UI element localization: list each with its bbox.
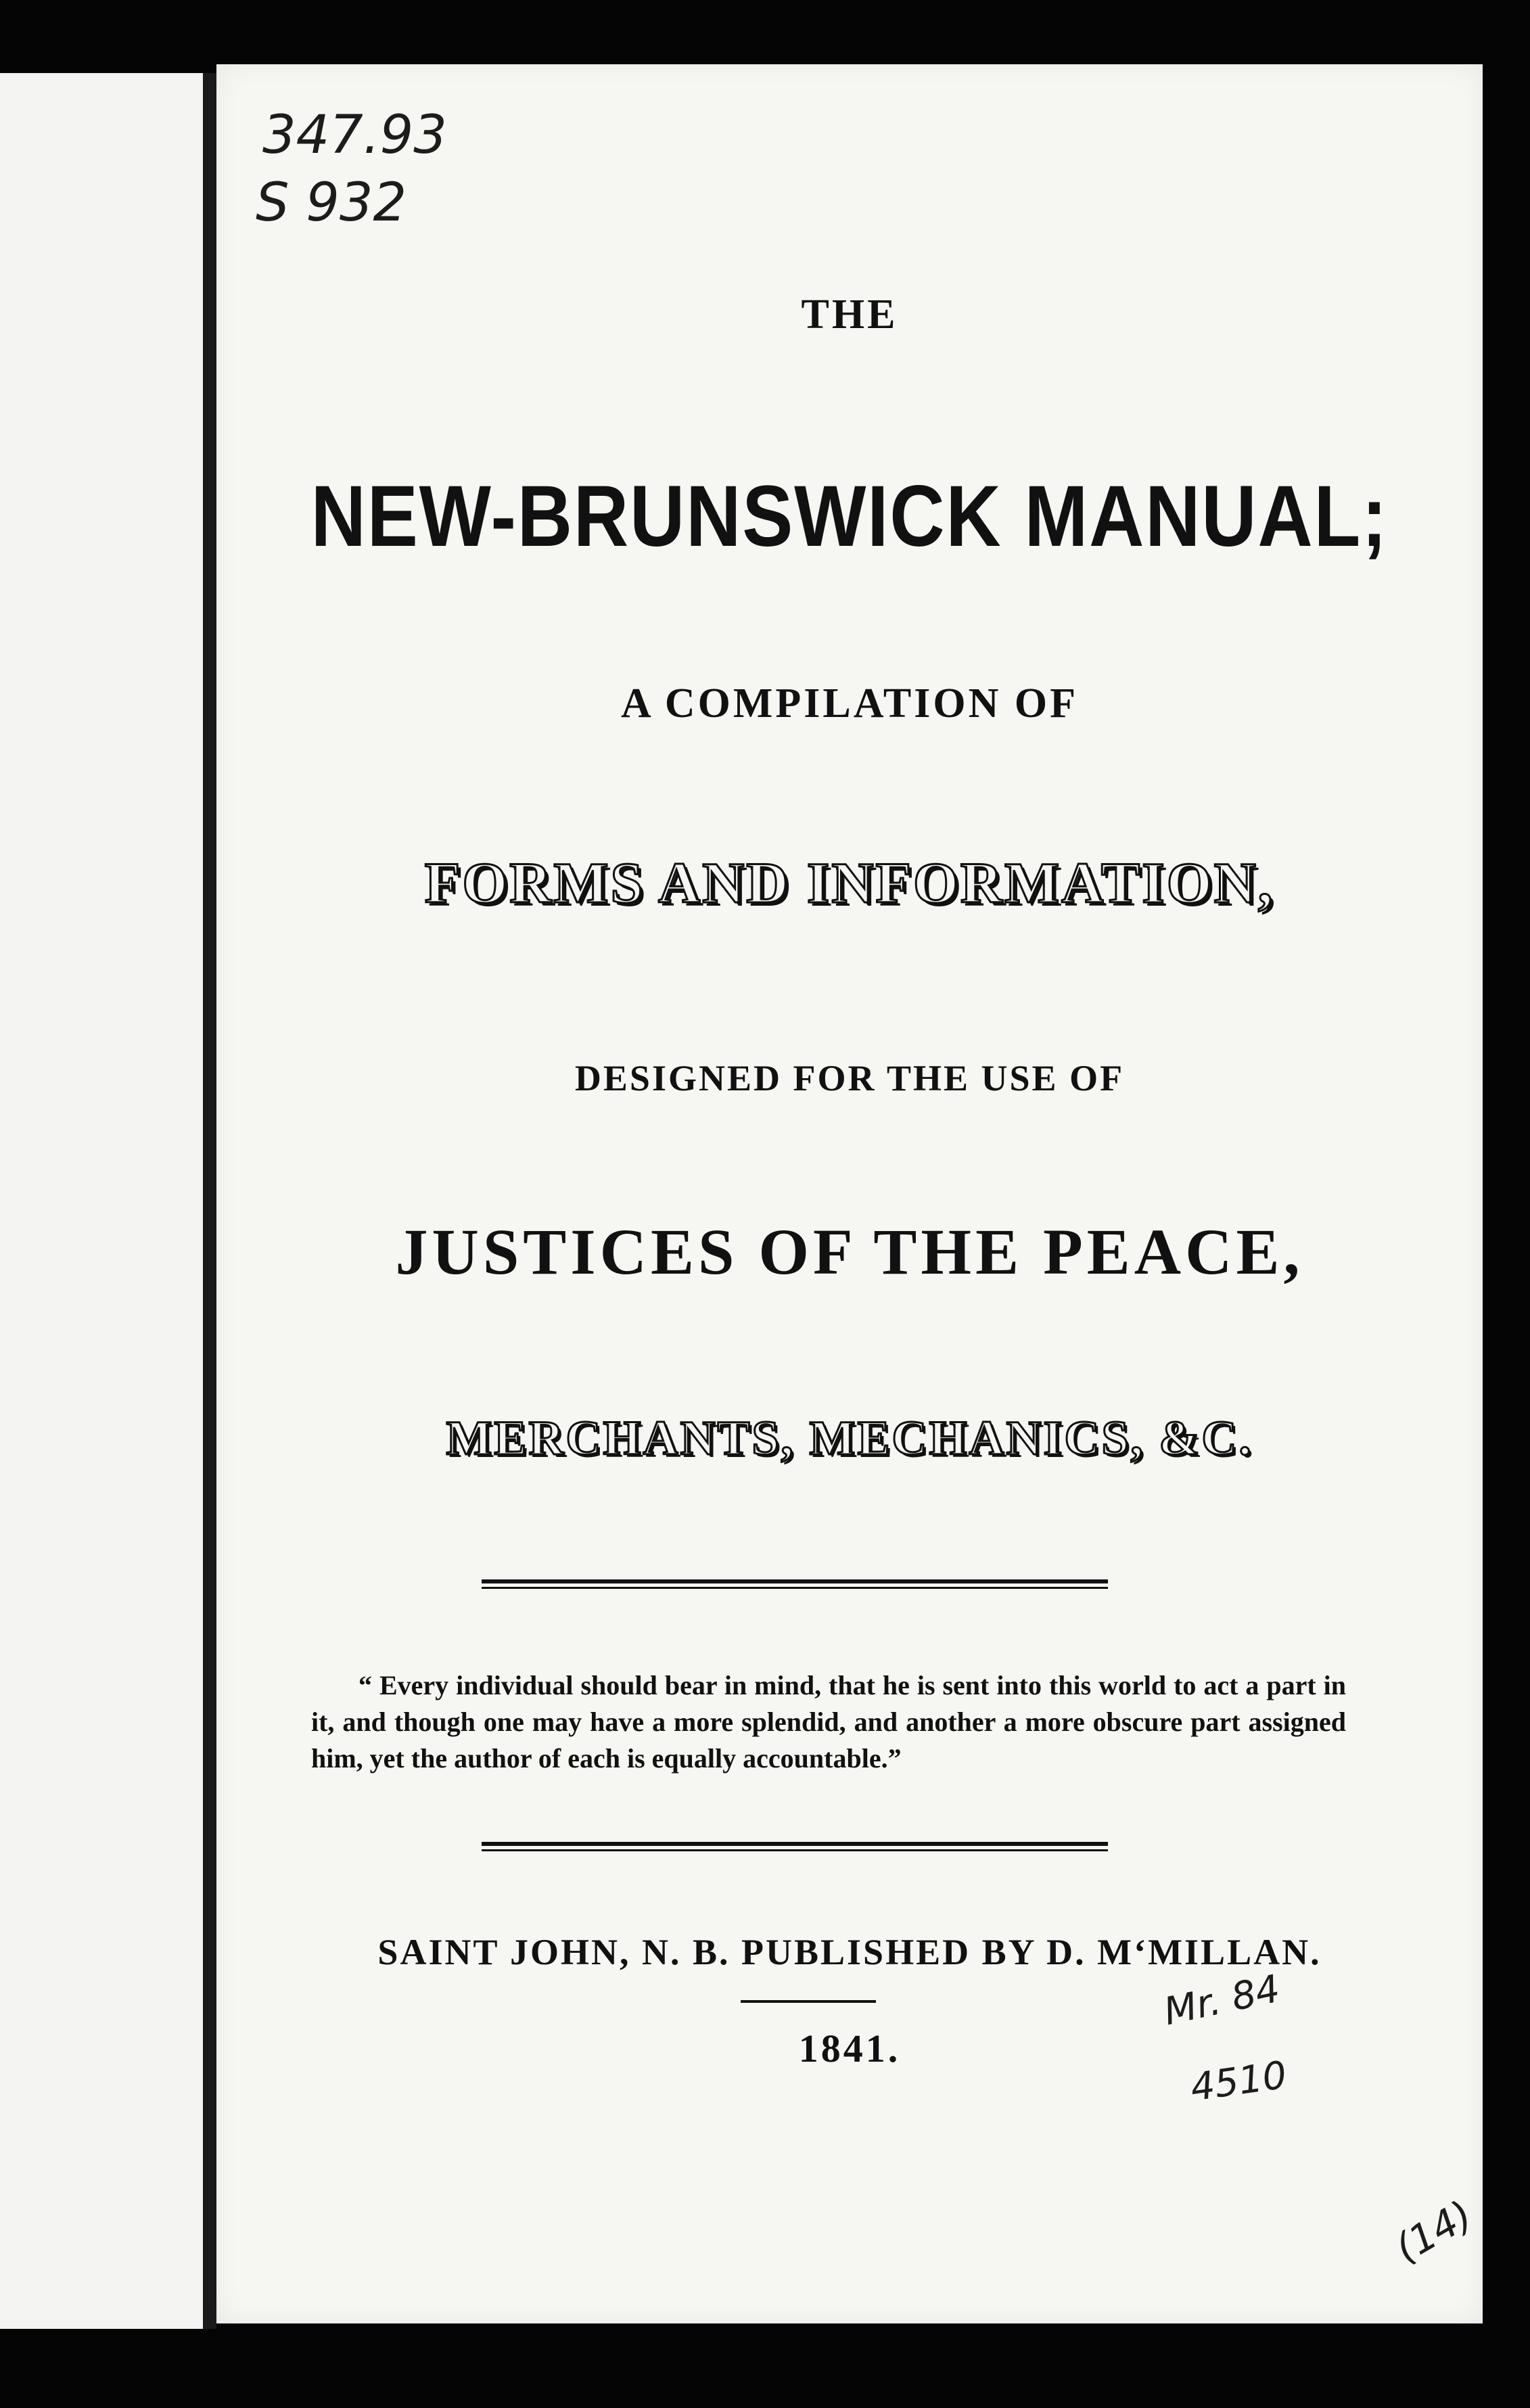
double-rule-top	[482, 1579, 1108, 1589]
subtitle-merchants: MERCHANTS, MECHANICS, &C.	[446, 1411, 1253, 1465]
epigraph-quote: “ Every individual should bear in mind, that he is sent into this world to act a part in it, and though one may have a more splendid, and another a more obscure part assigned him, yet the author of each is equally accountable.”	[311, 1670, 1346, 1774]
accession-note-line-1: Mr. 84	[1160, 1966, 1284, 2035]
double-rule-bottom	[482, 1842, 1108, 1851]
subtitle-justices: JUSTICES OF THE PEACE,	[395, 1215, 1304, 1288]
accession-note-line-2: 4510	[1188, 2053, 1290, 2110]
title-article: THE	[801, 292, 898, 338]
publication-year: 1841.	[798, 2027, 901, 2070]
subtitle-designed: DESIGNED FOR THE USE OF	[574, 1058, 1125, 1098]
subtitle-compilation: A COMPILATION OF	[621, 680, 1078, 726]
corner-handwritten-mark: (14)	[1387, 2191, 1481, 2272]
title-page	[216, 64, 1483, 2323]
book-title: NEW-BRUNSWICK MANUAL;	[310, 468, 1389, 565]
short-rule	[741, 2000, 876, 2003]
call-number-line-1: 347.93	[262, 105, 447, 166]
left-page-edge	[0, 73, 203, 2329]
subtitle-forms: FORMS AND INFORMATION,	[424, 850, 1275, 915]
publisher-imprint: SAINT JOHN, N. B. PUBLISHED BY D. M‘MILLAN.	[377, 1932, 1322, 1972]
book-gutter	[203, 73, 216, 2329]
call-number-line-2: S 932	[256, 172, 407, 233]
